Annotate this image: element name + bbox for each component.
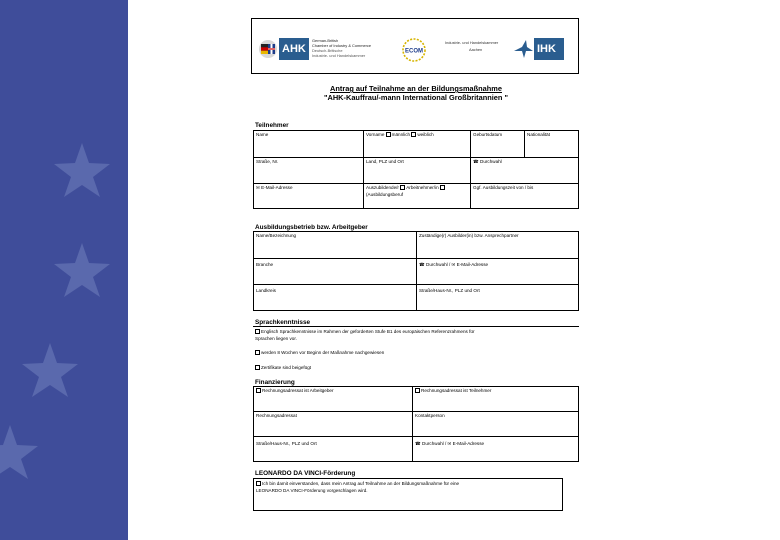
checkbox-zertifikate[interactable] [255,365,260,370]
field-durchwahl[interactable]: ☎ Durchwahl [470,157,579,184]
field-ausbildungszeit[interactable]: Ggf. Ausbildungszeit von / bis [470,183,579,209]
star-icon [54,143,110,197]
decorative-side-panel [0,0,128,540]
ahk-logo: AHK [279,38,309,60]
field-nationalitaet[interactable]: Nationalität [524,130,579,158]
field-auszubildende[interactable]: Auszubildende/r Arbeitnehmer/in (Ausbildungsberuf [363,183,471,209]
leonardo-consent-box: Ich bin damit einverstanden, dass mein Antrag auf Teilnahme an der Bildungsmaßnahme für eine LEONARDO DA VINCI-Förderung vorgeschlagen wird. [253,478,563,511]
sprache-box: Englisch Sprachkenntnisse im Rahmen der geforderten Stufe B1 des europäischen Referenzrahmens für Sprachen liegen vor. werden 8 Wochen vor Beginn der Maßnahme nachgewiesen Zertifikate sind beigefügt [253,326,579,384]
header-logo-box [251,18,579,74]
field-finanzierung-durchwahl[interactable]: ☎ Durchwahl / ✉ E-Mail-Adresse [412,436,579,462]
field-email[interactable]: ✉ E-Mail-Adresse [253,183,364,209]
checkbox-arbeitnehmer[interactable] [440,185,445,190]
field-vorname[interactable]: Vorname männlich weiblich [363,130,471,158]
section-heading-teilnehmer: Teilnehmer [255,122,289,129]
field-land-plz-ort[interactable]: Land, PLZ und Ort [363,157,471,184]
star-icon [22,343,78,397]
field-betrieb-durchwahl[interactable]: ☎ Durchwahl / ✉ E-Mail-Adresse [416,258,579,285]
field-name[interactable]: Name [253,130,364,158]
checkbox-nachweis[interactable] [255,350,260,355]
section-heading-finanzierung: Finanzierung [255,379,295,386]
checkbox-leonardo[interactable] [256,481,261,486]
field-branche[interactable]: Branche [253,258,417,285]
checkbox-auszubildende[interactable] [400,185,405,190]
section-heading-leonardo: LEONARDO DA VINCI-Förderung [255,470,356,477]
checkbox-sprache-b1[interactable] [255,329,260,334]
field-rechnung-arbeitgeber[interactable]: Rechnungsadressat ist Arbeitgeber [253,386,413,412]
form-title-line1: Antrag auf Teilnahme an der Bildungsmaßnahme [330,84,502,93]
field-kontaktperson[interactable]: Kontaktperson [412,411,579,437]
application-form [251,16,581,516]
field-geburtsdatum[interactable]: Geburtsdatum [470,130,525,158]
field-strasse[interactable]: Straße, Nr. [253,157,364,184]
star-icon [0,425,38,479]
checkbox-weiblich[interactable] [411,132,416,137]
ahk-text: German-British Chamber of Industry & Commerce Deutsch-Britische Industrie- und Handelskammer [312,38,372,58]
ihk-bird-icon [512,37,534,61]
field-landkreis[interactable]: Landkreis [253,284,417,311]
form-title-line2: "AHK-Kauffrau/-mann International Großbritannien " [324,93,508,102]
field-betrieb-name[interactable]: Name/Bezeichnung [253,231,417,259]
field-rechnung-teilnehmer[interactable]: Rechnungsadressat ist Teilnehmer [412,386,579,412]
ecom-logo-icon [395,37,433,63]
field-ansprechpartner[interactable]: Zuständige(r) Ausbilder(in) bzw. Ansprechpartner [416,231,579,259]
ecom-logo-text: ECOM [405,48,423,55]
star-icon [54,243,110,297]
section-heading-betrieb: Ausbildungsbetrieb bzw. Arbeitgeber [255,224,368,231]
ihk-text: Industrie- und Handelskammer Aachen [445,40,499,52]
field-rechnungsadressat[interactable]: Rechnungsadressat [253,411,413,437]
checkbox-rechnung-arbeitgeber[interactable] [256,388,261,393]
ihk-logo: IHK [534,38,564,60]
checkbox-rechnung-teilnehmer[interactable] [415,388,420,393]
checkbox-maennlich[interactable] [386,132,391,137]
flags-icon [258,39,278,59]
section-heading-sprache: Sprachkenntnisse [255,319,311,326]
field-betrieb-strasse[interactable]: Straße/Haus-Nr., PLZ und Ort [416,284,579,311]
field-finanzierung-strasse[interactable]: Straße/Haus-Nr., PLZ und Ort [253,436,413,462]
